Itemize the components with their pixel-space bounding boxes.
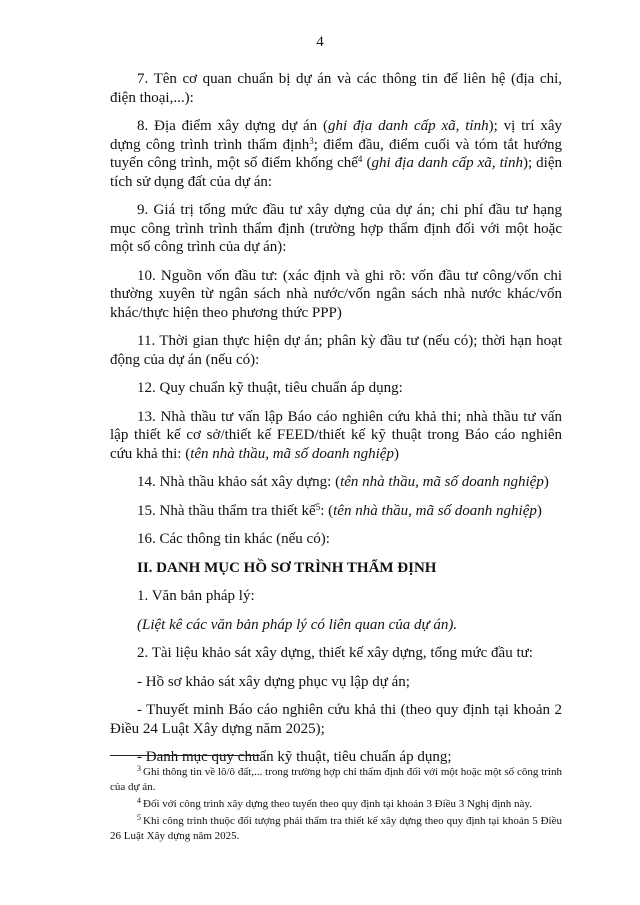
footnote-3 <box>110 765 562 795</box>
footnote-text: Khi công trình thuộc đối tượng phải thẩm tra thiết kế xây dựng theo quy định tại khoản 5 Điều 26 Luật Xây dựng năm 2025. <box>110 815 562 842</box>
footnote-text: Đối với công trình xây dựng theo tuyến theo quy định tại khoản 3 Điều 3 Nghị định này. <box>143 798 532 810</box>
page-number: 4 <box>316 34 324 50</box>
paragraph-15-text-b: : ( <box>320 502 334 519</box>
bullet-item-3: - Danh mục quy chuẩn kỹ thuật, tiêu chuẩn áp dụng; <box>137 749 452 765</box>
paragraph-12: 12. Quy chuẩn kỹ thuật, tiêu chuẩn áp dụng: <box>137 380 403 396</box>
footnote-text: Ghi thông tin về lô/ô đất,... trong trường hợp chỉ thẩm định đối với một hoặc một số công trình của dự án. <box>110 766 562 793</box>
paragraph-13-italic: tên nhà thầu, mã số doanh nghiệp <box>190 445 394 462</box>
paragraph-14-italic: tên nhà thầu, mã số doanh nghiệp <box>340 474 544 490</box>
paragraph-8-italic-a: ghi địa danh cấp xã, tỉnh <box>328 118 489 134</box>
paragraph-8-italic-b: ghi địa danh cấp xã, tỉnh <box>371 155 523 171</box>
paragraph-13 <box>110 408 562 464</box>
footnote-separator <box>110 755 260 756</box>
paragraph-8-text-c: ; điểm đầu, điểm cuối và tóm tắt hướng tuyến công trình, một số điểm khống chế <box>110 136 563 171</box>
paragraph-8-text-d: ( <box>362 155 372 171</box>
section-item-1-note: (Liệt kê các văn bản pháp lý có liên quan của dự án). <box>137 616 458 633</box>
paragraph-8-text-a: 8. Địa điểm xây dựng dự án ( <box>137 118 329 134</box>
footnote-mark: 3 <box>137 764 141 773</box>
paragraph-7: 7. Tên cơ quan chuẩn bị dự án và các thông tin để liên hệ (địa chỉ, điện thoại,...): <box>110 71 562 106</box>
section-item-2: 2. Tài liệu khảo sát xây dựng, thiết kế xây dựng, tổng mức đầu tư: <box>137 645 533 661</box>
paragraph-14-text-b: ) <box>543 474 549 490</box>
footnote-ref-5[interactable]: 5 <box>315 501 321 512</box>
paragraph-15-text-c: ) <box>536 502 542 519</box>
footnotes <box>110 765 562 846</box>
footnote-mark: 4 <box>137 796 141 805</box>
footnote-5 <box>110 814 562 844</box>
footnote-ref-4[interactable]: 4 <box>357 154 363 164</box>
footnote-mark: 5 <box>137 813 141 822</box>
paragraph-16: 16. Các thông tin khác (nếu có): <box>137 531 330 547</box>
paragraph-13-text-b: ) <box>393 445 399 462</box>
paragraph-13-text-a: 13. Nhà thầu tư vấn lập Báo cáo nghiên cứu khả thi; nhà thầu tư vấn lập thiết kế cơ sở/thiết kế FEED/thiết kế kỹ thuật trong Báo cáo nghiên cứu khả thi: ( <box>110 408 562 462</box>
document-body <box>110 70 562 777</box>
footnote-ref-3[interactable]: 3 <box>309 135 314 146</box>
paragraph-10: 10. Nguồn vốn đầu tư: (xác định và ghi rõ: vốn đầu tư công/vốn chi thường xuyên từ ngân sách nhà nước/vốn ngân sách nhà nước khác/vốn khác/thực hiện theo phương thức PPP) <box>110 267 562 321</box>
paragraph-14-text-a: 14. Nhà thầu khảo sát xây dựng: ( <box>137 474 341 490</box>
paragraph-8-text-b: ); vị trí xây dựng công trình trình thẩm định <box>110 118 562 153</box>
paragraph-8 <box>110 117 562 191</box>
section-item-1: 1. Văn bản pháp lý: <box>137 588 255 604</box>
paragraph-11: 11. Thời gian thực hiện dự án; phân kỳ đầu tư (nếu có); thời hạn hoạt động của dự án (nếu có): <box>110 333 562 368</box>
bullet-item-1: - Hồ sơ khảo sát xây dựng phục vụ lập dự án; <box>137 673 410 690</box>
bullet-item-2: - Thuyết minh Báo cáo nghiên cứu khả thi (theo quy định tại khoản 2 Điều 24 Luật Xây dựng năm 2025); <box>110 702 562 737</box>
section-heading-2: II. DANH MỤC HỒ SƠ TRÌNH THẨM ĐỊNH <box>137 559 437 576</box>
footnote-4 <box>110 797 562 812</box>
paragraph-15-italic: tên nhà thầu, mã số doanh nghiệp <box>333 502 537 519</box>
paragraph-14 <box>110 473 562 492</box>
paragraph-8-text-e: ); diện tích sử dụng đất của dự án: <box>110 155 562 190</box>
paragraph-15-text-a: 15. Nhà thầu thẩm tra thiết kế <box>137 502 316 519</box>
paragraph-9: 9. Giá trị tổng mức đầu tư xây dựng của dự án; chi phí đầu tư hạng mục công trình trình thẩm định (trường hợp thẩm định đối với một hoặc một số công trình của dự án): <box>110 202 562 255</box>
paragraph-15 <box>110 502 562 521</box>
